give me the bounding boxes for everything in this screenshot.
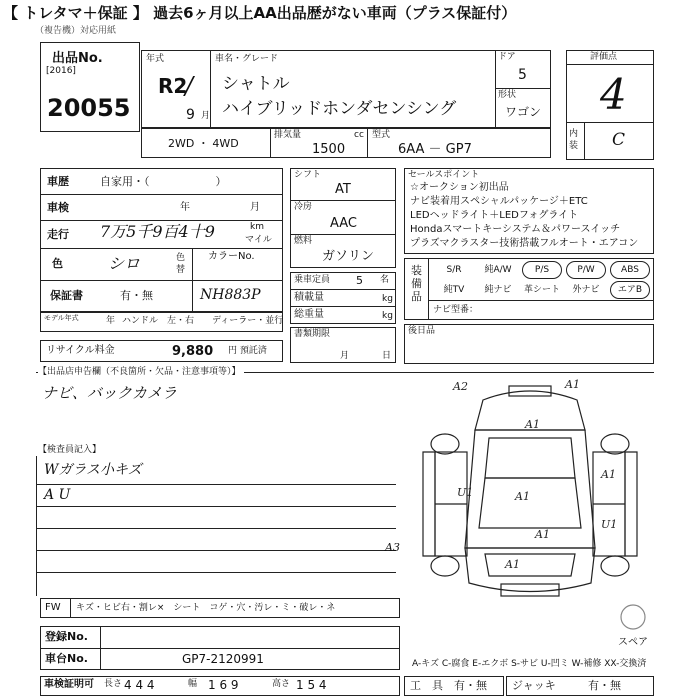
selling-point-2: ナビ装着用スペシャルパッケージ＋ETC	[410, 196, 588, 207]
model-row-handle: ハンドル 左・右	[122, 316, 195, 326]
car-name: シャトル	[222, 74, 290, 94]
mark-u1-right: U1	[601, 518, 618, 531]
mileage-label: 走行	[47, 228, 69, 241]
expiry-month: 月	[340, 351, 350, 361]
mark-u1-left: U1	[457, 486, 474, 499]
aircon-value: AAC	[330, 216, 357, 231]
gross-label: 総重量	[294, 309, 324, 320]
load-unit: kg	[382, 294, 393, 304]
defect-row-label: FW	[45, 602, 61, 613]
car-grade: ハイブリッドホンダセンシング	[222, 99, 457, 119]
model-code-label: 型式	[372, 130, 391, 140]
score-label: 評価点	[590, 52, 618, 62]
inspection-year: 年	[180, 202, 190, 213]
color-code-label: カラーNo.	[208, 251, 255, 262]
chassis-label: 車台No.	[45, 652, 88, 665]
body-type-value: ワゴン	[505, 105, 542, 119]
model-code-value: 6AA － GP7	[398, 142, 472, 157]
mileage-value: 7万5千9百4十9	[100, 222, 215, 241]
dealer-notes-value: ナビ、バックカメラ	[42, 384, 177, 402]
dealer-notes-label: 【出品店申告欄（不良箇所・欠品・注意事項等）】	[38, 368, 244, 377]
cert-height-label: 高さ	[272, 679, 291, 689]
equipment-item: 革シート	[523, 285, 560, 295]
capacity-value: 5	[356, 274, 363, 287]
lot-year-stamp: [2016]	[46, 66, 76, 76]
score-value: 4	[600, 70, 627, 119]
cert-length: 4 4 4	[124, 678, 155, 692]
cert-width: 1 6 9	[208, 678, 239, 692]
expiry-label: 書類期限	[294, 329, 331, 339]
model-year-month-unit: 月	[201, 111, 211, 121]
cert-label: 車検証明可	[44, 679, 94, 690]
lot-label: 出品No.	[52, 51, 103, 66]
equipment-item: 外ナビ	[572, 285, 600, 295]
equipment-item: ABS	[610, 261, 650, 279]
warranty-value: 有・無	[120, 289, 153, 302]
model-row-month: 年	[106, 316, 116, 326]
legend: A-キズ C-腐食 E-エクボ S-サビ U-凹ミ W-補修 XX-交換済	[412, 659, 647, 669]
shift-label: シフト	[294, 170, 322, 180]
interior-value: C	[612, 130, 626, 150]
engine-value: 1500	[312, 142, 346, 157]
doors-value: 5	[518, 67, 527, 83]
capacity-label: 乗車定員	[294, 275, 331, 285]
inspector-line-1: Wガラス小キズ	[44, 462, 142, 478]
fuel-value: ガソリン	[322, 249, 375, 264]
mark-a1-top: A1	[565, 378, 580, 391]
mark-a1-trunk: A1	[505, 558, 520, 571]
shift-value: AT	[335, 182, 351, 197]
capacity-unit: 名	[380, 275, 390, 285]
top-note: （複告機）対応用紙	[35, 26, 117, 36]
engine-unit: cc	[354, 130, 364, 140]
mark-a1-hood: A1	[525, 418, 540, 431]
color-label: 色	[52, 257, 63, 270]
interior-label: 内装	[569, 129, 579, 151]
fuel-label: 燃料	[294, 236, 313, 246]
recycle-unit: 円 預託済	[228, 346, 267, 356]
recycle-value: 9,880	[172, 344, 214, 359]
body-type-label: 形状	[498, 90, 517, 100]
inspector-line-2: A U	[44, 487, 71, 503]
equipment-item: 純A/W	[484, 265, 512, 275]
mark-a2: A2	[453, 380, 468, 393]
registration-label: 登録No.	[45, 630, 88, 643]
recycle-label: リサイクル料金	[46, 345, 115, 356]
model-year-month: 9	[186, 107, 195, 123]
history-value: 自家用・（ ）	[100, 175, 227, 188]
selling-point-4: Hondaスマートキーシステム＆パワースイッチ	[410, 224, 621, 235]
model-year-label: 年式	[146, 54, 165, 64]
equipment-item: S/R	[446, 265, 462, 275]
after-box	[404, 324, 654, 364]
selling-point-5: プラズマクラスター技術搭載フルオート・エアコン	[410, 238, 639, 249]
model-row-label: モデル年式	[44, 314, 79, 322]
equipment-label: 装備品	[411, 264, 422, 303]
cert-length-label: 長さ	[104, 679, 123, 689]
inspector-label: 【検査員記入】	[38, 445, 102, 455]
cert-height: 1 5 4	[296, 678, 327, 692]
car-name-label: 車名・グレード	[215, 54, 279, 64]
spare-label: スペア	[618, 637, 648, 648]
tools-value: 有・無	[454, 679, 487, 692]
color-code: NH883P	[200, 287, 261, 303]
aircon-label: 冷房	[294, 202, 313, 212]
history-label: 車歴	[47, 175, 69, 188]
color-value: シロ	[108, 254, 141, 273]
defect-row-items: キズ・ヒビ右・割レ× シート コゲ・穴・汚レ・ミ・破レ・ネ	[76, 603, 336, 613]
drive-value: 2WD ・ 4WD	[168, 137, 239, 150]
model-year-era: R2	[158, 74, 188, 98]
selling-point-3: LEDヘッドライト＋LEDフォグライト	[410, 210, 579, 221]
cert-width-label: 幅	[188, 679, 198, 689]
mark-a3-label: A3	[385, 541, 400, 554]
mark-a1-roof: A1	[515, 490, 530, 503]
equipment-item: 純TV	[443, 285, 465, 295]
selling-point-1: ☆オークション初出品	[410, 182, 509, 193]
navi-model-label: ナビ型番：	[433, 305, 479, 315]
color-change-label: 色替	[176, 253, 186, 275]
car-diagram	[405, 378, 655, 618]
mileage-unit-km: km	[250, 222, 264, 232]
equipment-item: 純ナビ	[484, 285, 512, 295]
warranty-label: 保証書	[50, 289, 83, 302]
spare-icon	[618, 602, 648, 632]
equipment-item: エアB	[610, 281, 650, 299]
gross-unit: kg	[382, 311, 393, 321]
equipment-item: P/W	[566, 261, 606, 279]
expiry-day: 日	[382, 351, 392, 361]
inspection-label: 車検	[47, 201, 69, 214]
load-label: 積載量	[294, 292, 324, 303]
jack-value: 有・無	[588, 679, 621, 692]
tools-label: 工 具	[410, 679, 443, 692]
chassis-value: GP7-2120991	[182, 652, 264, 666]
mileage-unit-mile: マイル	[245, 235, 272, 245]
model-row-dealer: ディーラー・並行	[212, 316, 284, 326]
jack-label: ジャッキ	[512, 679, 556, 692]
banner: 【 トレタマ＋保証 】 過去6ヶ月以上AA出品歴がない車両（プラス保証付）	[3, 4, 517, 22]
selling-points-label: セールスポイント	[408, 170, 480, 180]
after-label: 後日品	[408, 326, 436, 336]
inspection-month: 月	[250, 202, 260, 213]
doors-label: ドア	[498, 52, 516, 62]
lot-number: 20055	[47, 94, 131, 122]
mark-a1-rear: A1	[535, 528, 550, 541]
engine-label: 排気量	[274, 130, 302, 140]
equipment-item: P/S	[522, 261, 562, 279]
mark-a1-right: A1	[601, 468, 616, 481]
